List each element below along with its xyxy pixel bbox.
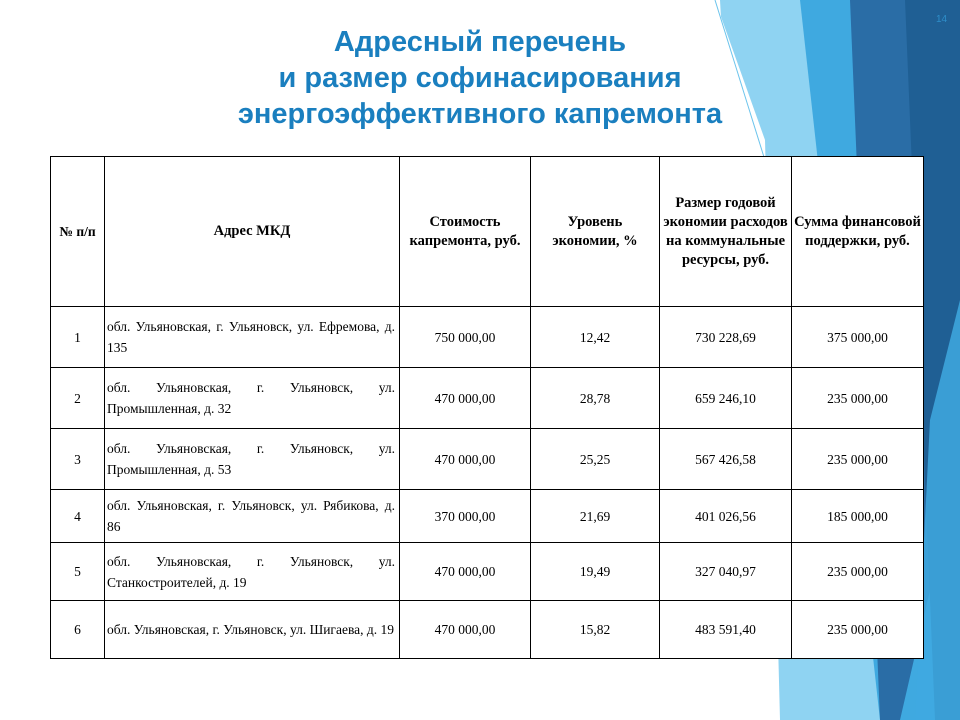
cell-cost: 470 000,00	[400, 429, 531, 490]
header-cost: Стоимость капремонта, руб.	[400, 157, 531, 307]
title-line-1: Адресный перечень	[333, 26, 627, 58]
cell-support: 235 000,00	[792, 601, 924, 659]
cell-annual-savings: 567 426,58	[660, 429, 792, 490]
cell-annual-savings: 730 228,69	[660, 307, 792, 368]
cell-num: 3	[51, 429, 105, 490]
title-line-3: энергоэффективного капремонта	[237, 98, 723, 130]
cell-num: 6	[51, 601, 105, 659]
slide-title	[120, 24, 840, 132]
cell-num: 4	[51, 490, 105, 543]
cell-address: обл. Ульяновская, г. Ульяновск, ул. Станкостроителей, д. 19	[105, 543, 400, 601]
header-level: Уровень экономии, %	[531, 157, 660, 307]
header-address: Адрес МКД	[105, 157, 400, 307]
table-row	[51, 429, 924, 490]
header-support: Сумма финансовой поддержки, руб.	[792, 157, 924, 307]
page-number: 14	[936, 14, 948, 25]
cell-cost: 370 000,00	[400, 490, 531, 543]
cell-address: обл. Ульяновская, г. Ульяновск, ул. Промышленная, д. 32	[105, 368, 400, 429]
cell-support: 375 000,00	[792, 307, 924, 368]
cell-support: 235 000,00	[792, 368, 924, 429]
cell-annual-savings: 659 246,10	[660, 368, 792, 429]
cell-level: 25,25	[531, 429, 660, 490]
cell-level: 28,78	[531, 368, 660, 429]
cell-address: обл. Ульяновская, г. Ульяновск, ул. Ефремова, д. 135	[105, 307, 400, 368]
cell-annual-savings: 401 026,56	[660, 490, 792, 543]
cell-cost: 470 000,00	[400, 543, 531, 601]
cell-annual-savings: 483 591,40	[660, 601, 792, 659]
cell-support: 185 000,00	[792, 490, 924, 543]
cell-cost: 470 000,00	[400, 368, 531, 429]
cell-level: 19,49	[531, 543, 660, 601]
cell-address: обл. Ульяновская, г. Ульяновск, ул. Промышленная, д. 53	[105, 429, 400, 490]
cell-address: обл. Ульяновская, г. Ульяновск, ул. Шигаева, д. 19	[105, 601, 400, 659]
table-row	[51, 307, 924, 368]
table-row	[51, 601, 924, 659]
table-row	[51, 368, 924, 429]
cell-num: 1	[51, 307, 105, 368]
cell-annual-savings: 327 040,97	[660, 543, 792, 601]
cell-num: 2	[51, 368, 105, 429]
title-line-2: и размер софинасирования	[278, 62, 682, 94]
address-table	[50, 156, 924, 659]
header-num: № п/п	[51, 157, 105, 307]
table-row	[51, 490, 924, 543]
cell-level: 15,82	[531, 601, 660, 659]
cell-num: 5	[51, 543, 105, 601]
cell-support: 235 000,00	[792, 543, 924, 601]
cell-cost: 470 000,00	[400, 601, 531, 659]
cell-cost: 750 000,00	[400, 307, 531, 368]
header-annual-savings: Размер годовой экономии расходов на коммунальные ресурсы, руб.	[660, 157, 792, 307]
cell-address: обл. Ульяновская, г. Ульяновск, ул. Рябикова, д. 86	[105, 490, 400, 543]
cell-level: 21,69	[531, 490, 660, 543]
cell-level: 12,42	[531, 307, 660, 368]
cell-support: 235 000,00	[792, 429, 924, 490]
table-row	[51, 543, 924, 601]
table-header-row	[51, 157, 924, 307]
